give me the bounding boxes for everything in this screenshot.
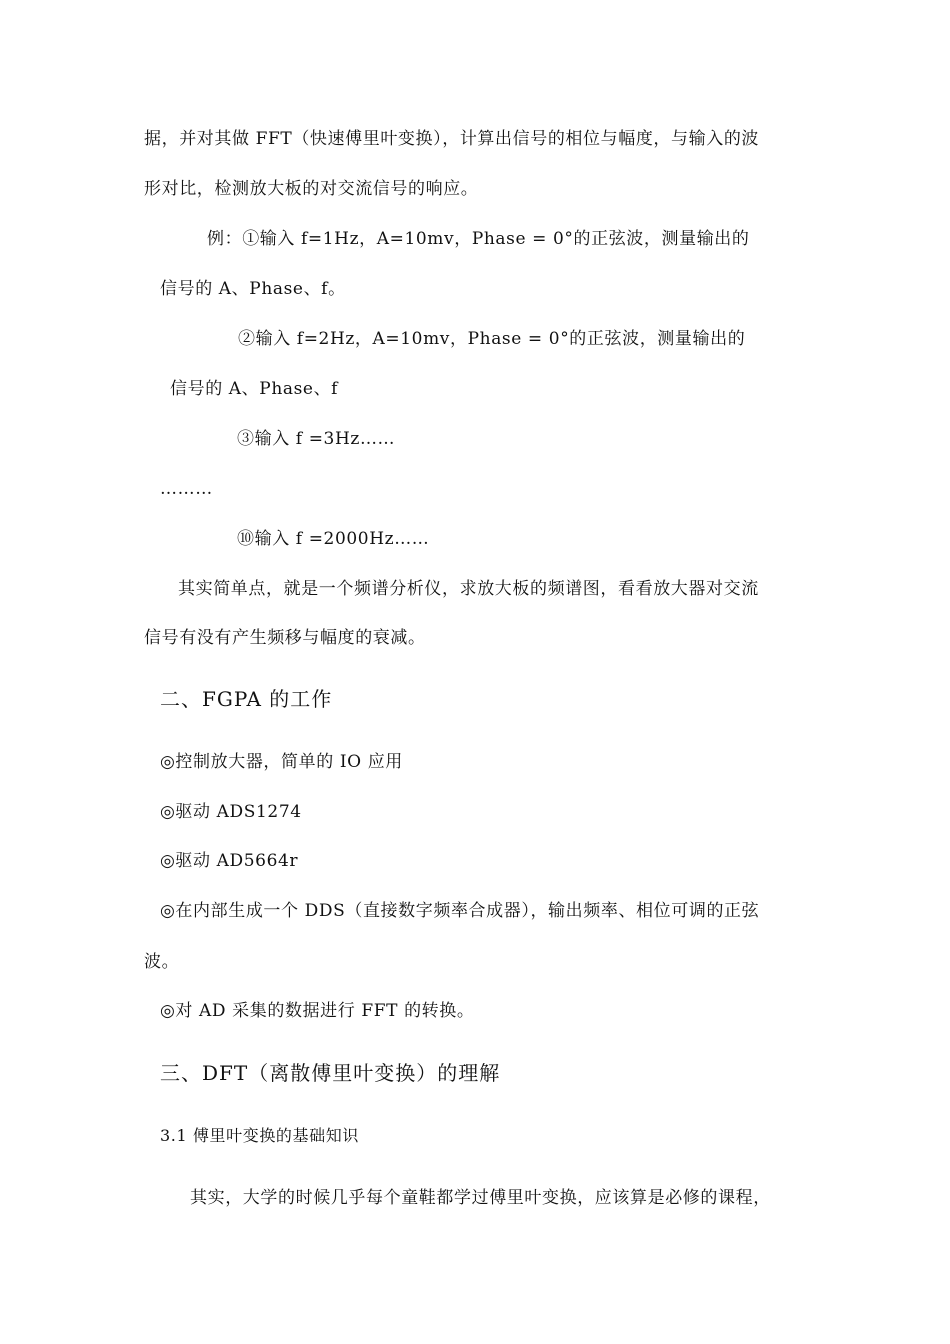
- example-line: ③输入 f =3Hz……: [237, 429, 396, 449]
- paragraph-line: 其实简单点，就是一个频谱分析仪，求放大板的频谱图，看看放大器对交流: [178, 579, 759, 599]
- list-item: ◎驱动 ADS1274: [160, 802, 302, 822]
- paragraph-line: 信号有没有产生频移与幅度的衰减。: [144, 628, 426, 648]
- ellipsis-line: ………: [160, 479, 213, 499]
- example-line: ⑩输入 f =2000Hz……: [237, 529, 430, 549]
- list-item: ◎驱动 AD5664r: [160, 851, 299, 871]
- example-line: 例：①输入 f=1Hz，A=10mv，Phase = 0°的正弦波，测量输出的: [207, 229, 750, 249]
- list-item: ◎对 AD 采集的数据进行 FFT 的转换。: [160, 1001, 475, 1021]
- section-heading: 三、DFT（离散傅里叶变换）的理解: [160, 1061, 501, 1085]
- paragraph-line: 其实，大学的时候几乎每个童鞋都学过傅里叶变换，应该算是必修的课程，: [190, 1188, 771, 1208]
- example-line: 信号的 A、Phase、f: [170, 379, 339, 399]
- example-line: ②输入 f=2Hz，A=10mv，Phase = 0°的正弦波，测量输出的: [238, 329, 746, 349]
- section-heading: 二、FGPA 的工作: [160, 687, 333, 711]
- list-item: ◎控制放大器，简单的 IO 应用: [160, 752, 403, 772]
- list-item: ◎在内部生成一个 DDS（直接数字频率合成器），输出频率、相位可调的正弦: [160, 901, 760, 921]
- subsection-heading: 3.1 傅里叶变换的基础知识: [160, 1126, 359, 1145]
- list-item-continuation: 波。: [144, 952, 180, 972]
- paragraph-line: 形对比，检测放大板的对交流信号的响应。: [144, 179, 479, 199]
- paragraph-line: 据，并对其做 FFT（快速傅里叶变换），计算出信号的相位与幅度，与输入的波: [144, 129, 760, 149]
- example-line: 信号的 A、Phase、f。: [160, 279, 346, 299]
